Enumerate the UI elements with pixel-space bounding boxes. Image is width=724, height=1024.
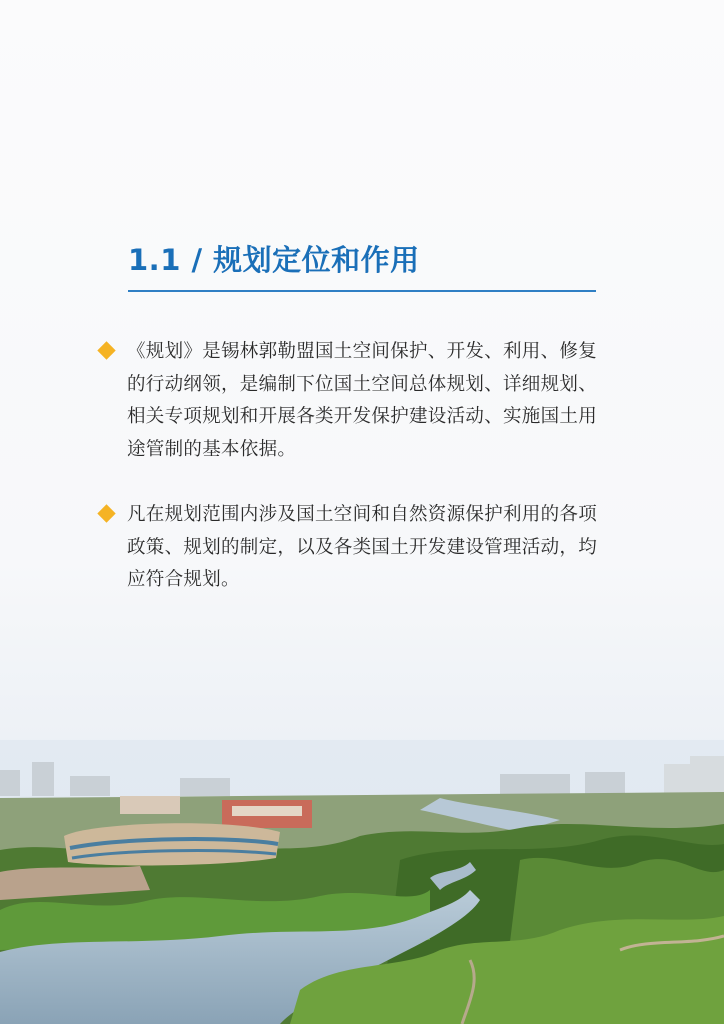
bullet-item xyxy=(96,499,597,597)
bullet-text: 凡在规划范围内涉及国土空间和自然资源保护利用的各项政策、规划的制定，以及各类国土开发建设管理活动，均应符合规划。 xyxy=(127,504,598,590)
section-title: 1.1 / 规划定位和作用 xyxy=(128,243,420,277)
bullet-item xyxy=(96,336,597,466)
bullet-text: 《规划》是锡林郭勒盟国土空间保护、开发、利用、修复的行动纲领，是编制下位国土空间总体规划、详细规划、相关专项规划和开展各类开发保护建设活动、实施国土用途管制的基本依据。 xyxy=(127,341,598,460)
diamond-icon xyxy=(97,341,115,359)
title-divider xyxy=(128,290,596,292)
city-park-photo xyxy=(0,740,724,1024)
diamond-icon xyxy=(97,504,115,522)
